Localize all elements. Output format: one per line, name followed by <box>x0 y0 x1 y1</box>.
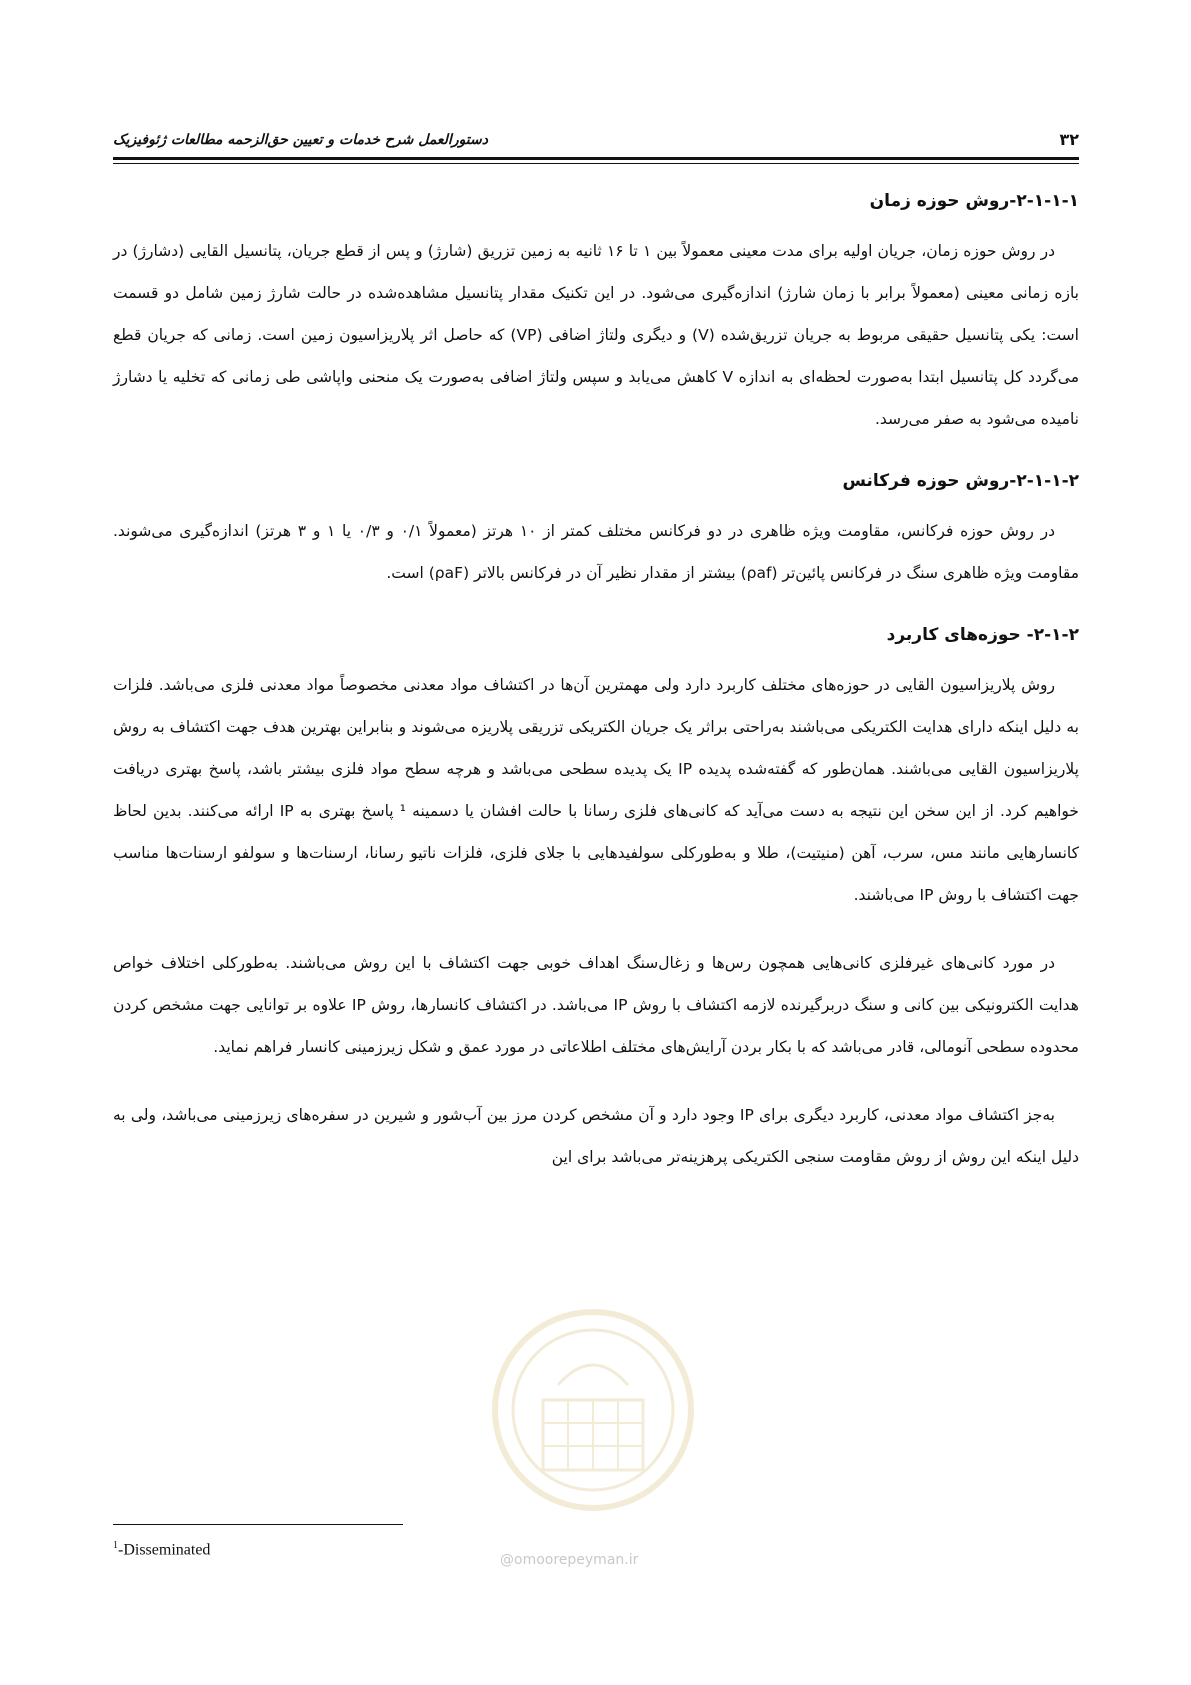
section-heading-time-domain: ۲-۱-۱-۱-روش حوزه زمان <box>869 191 1079 211</box>
paragraph-frequency-domain: در روش حوزه فرکانس، مقاومت ویژه ظاهری در دو فرکانس مختلف کمتر از ۱۰ هرتز (معمولاً ۰/۱ و ۰/۳ یا ۱ و ۳ هرتز) اندازه‌گیری می‌شوند. مقاومت ویژه ظاهری سنگ در فرکانس پائین‌تر (ρaf) بیشتر از مقدار نظیر آن در فرکانس بالاتر (ρaF) است. <box>113 522 1079 582</box>
header-rule-thick <box>113 157 1079 160</box>
running-title: دستورالعمل شرح خدمات و تعیین حق‌الزحمه مطالعات ژئوفیزیک <box>113 132 488 148</box>
footnote-rule <box>113 1524 403 1525</box>
paragraph-time-domain: در روش حوزه زمان، جریان اولیه برای مدت معینی معمولاً بین ۱ تا ۱۶ ثانیه به زمین تزریق (شارژ) و پس از قطع جریان، پتانسیل القایی (دشارژ) در بازه زمانی معینی (معمولاً برابر با زمان شارژ) اندازه‌گیری می‌شود. در این تکنیک مقدار پتانسیل مشاهده‌شده در حالت شارژ زمین شامل دو قسمت است: یکی پتانسیل حقیقی مربوط به جریان تزریق‌شده (V) و دیگری ولتاژ اضافی (VP) که حاصل اثر پلاریزاسیون زمین است. زمانی که جریان قطع می‌گردد کل پتانسیل ابتدا به‌صورت لحظه‌ای به اندازه V کاهش می‌یابد و سپس ولتاژ اضافی به‌صورت یک منحنی واپاشی طی زمانی که تخلیه یا دشارژ نامیده می‌شود به صفر می‌رسد. <box>113 242 1080 428</box>
section-heading-frequency-domain: ۲-۱-۱-۲-روش حوزه فرکانس <box>842 471 1079 491</box>
watermark-logo <box>488 1305 698 1515</box>
page-header <box>113 130 1079 170</box>
footnote <box>113 1540 210 1559</box>
page-number: ۳۲ <box>1059 130 1079 149</box>
header-rule-thin <box>113 163 1079 164</box>
footnote-marker: 1 <box>113 1540 118 1551</box>
footnote-text: -Disseminated <box>118 1541 211 1559</box>
paragraph-applications-2: در مورد کانی‌های غیرفلزی کانی‌هایی همچون رس‌ها و زغال‌سنگ اهداف خوبی جهت اکتشاف با این روش می‌باشند. به‌طورکلی اختلاف خواص هدایت الکترونیکی بین کانی و سنگ دربرگیرنده لازمه اکتشاف با روش IP می‌باشد. در اکتشاف کانسارها، روش IP علاوه بر توانایی جهت مشخص کردن محدوده سطحی آنومالی، قادر می‌باشد که با بکار بردن آرایش‌های مختلف اطلاعاتی در مورد عمق و شکل زیرزمینی کانسار فراهم نماید. <box>113 954 1079 1056</box>
section-heading-applications: ۲-۱-۲- حوزه‌های کاربرد <box>886 625 1079 645</box>
paragraph-applications-1: روش پلاریزاسیون القایی در حوزه‌های مختلف کاربرد دارد ولی مهمترین آن‌ها در اکتشاف مواد معدنی مخصوصاً مواد معدنی فلزی می‌باشد. فلزات به دلیل اینکه دارای هدایت الکتریکی می‌باشند به‌راحتی براثر یک جریان الکتریکی تزریقی پلاریزه می‌شوند و بنابراین بهترین هدف جهت اکتشاف به روش پلاریزاسیون القایی می‌باشند. همان‌طور که گفته‌شده پدیده IP یک پدیده سطحی می‌باشد و هرچه سطح مواد فلزی بیشتر باشد، پاسخ بهتری دریافت خواهیم کرد. از این سخن این نتیجه به دست می‌آید که کانی‌های فلزی رسانا با حالت افشان یا دسمینه ¹ پاسخ بهتری به IP ارائه می‌کنند. بدین لحاظ کانسارهایی مانند مس، سرب، آهن (منیتیت)، طلا و به‌طورکلی سولفیدهایی با جلای فلزی، فلزات ناتیو رسانا، ارسنات‌ها و سولفو ارسنات‌ها مناسب جهت اکتشاف با روش IP می‌باشند. <box>113 676 1079 904</box>
watermark-text: @omoorepeyman.ir <box>500 1552 639 1568</box>
paragraph-applications-3: به‌جز اکتشاف مواد معدنی، کاربرد دیگری برای IP وجود دارد و آن مشخص کردن مرز بین آب‌شور و شیرین در سفره‌های زیرزمینی می‌باشد، ولی به دلیل اینکه این روش از روش مقاومت سنجی الکتریکی پرهزینه‌تر می‌باشد برای این <box>113 1106 1079 1166</box>
main-content <box>113 186 1079 1204</box>
